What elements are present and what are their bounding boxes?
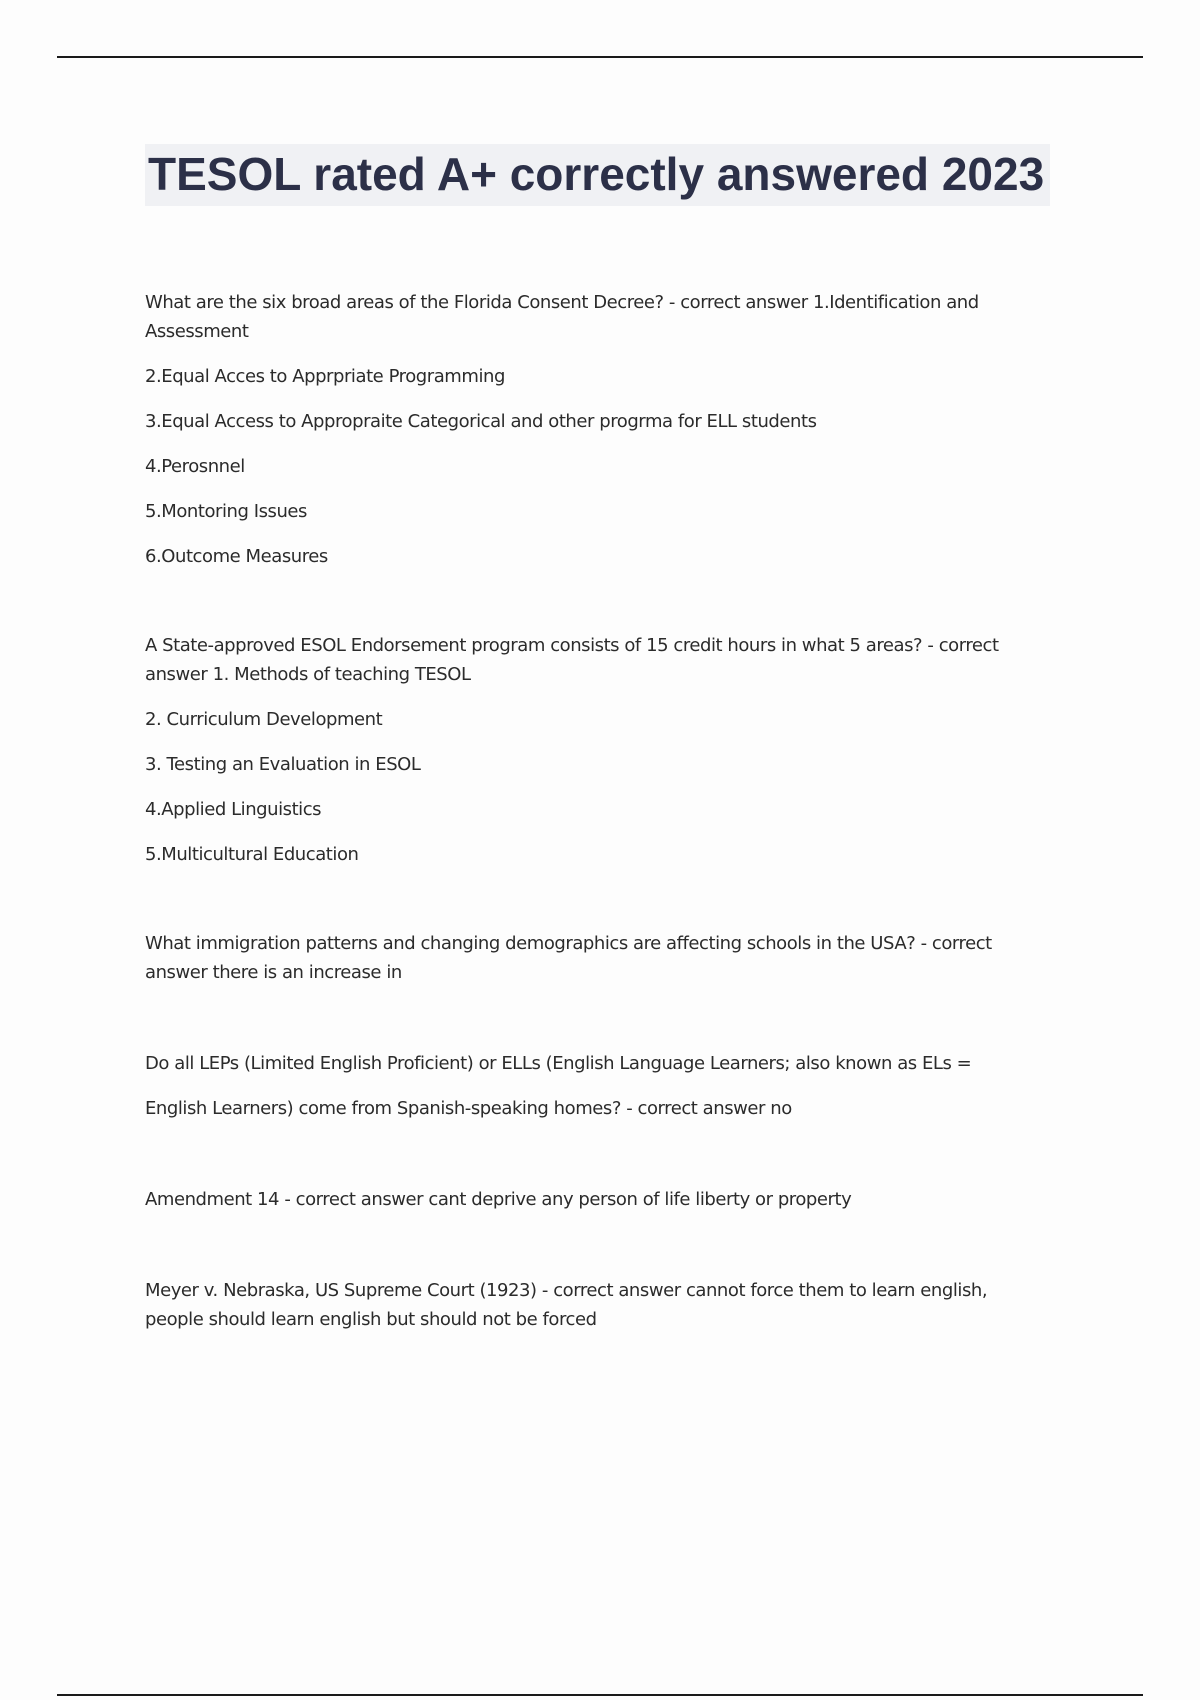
qa-block-immigration-patterns xyxy=(145,929,1050,987)
document-title: TESOL rated A+ correctly answered 2023 xyxy=(145,144,1050,206)
qa-answer-line: 5.Multicultural Education xyxy=(145,844,359,865)
qa-question: What are the six broad areas of the Florida Consent Decree? - correct answer 1.Identification and Assessment xyxy=(145,292,979,342)
qa-answer-line: 5.Montoring Issues xyxy=(145,501,307,522)
qa-block-florida-consent-decree xyxy=(145,288,1050,571)
footer-rule xyxy=(57,1694,1143,1696)
qa-answer-line: 4.Applied Linguistics xyxy=(145,799,322,820)
document-body xyxy=(145,288,1050,1334)
qa-question: Do all LEPs (Limited English Proficient) or ELLs (English Language Learners; also known as ELs = xyxy=(145,1053,972,1074)
qa-block-meyer-v-nebraska xyxy=(145,1276,1050,1334)
qa-answer-line: 2.Equal Acces to Apprpriate Programming xyxy=(145,366,505,387)
qa-answer-line: 4.Perosnnel xyxy=(145,456,245,477)
qa-answer-line: 6.Outcome Measures xyxy=(145,546,328,567)
header-rule xyxy=(57,56,1143,58)
qa-question: A State-approved ESOL Endorsement program consists of 15 credit hours in what 5 areas? - correct answer 1. Methods of teaching TESOL xyxy=(145,635,999,685)
qa-answer-line: 2. Curriculum Development xyxy=(145,709,383,730)
qa-block-lep-ell xyxy=(145,1049,1050,1123)
qa-block-esol-endorsement xyxy=(145,631,1050,869)
qa-answer-line: 3. Testing an Evaluation in ESOL xyxy=(145,754,421,775)
qa-question: Meyer v. Nebraska, US Supreme Court (1923) - correct answer cannot force them to learn english, people should learn english but should not be forced xyxy=(145,1280,988,1330)
qa-question: What immigration patterns and changing demographics are affecting schools in the USA? - correct answer there is an increase in xyxy=(145,933,992,983)
qa-question-continued: English Learners) come from Spanish-speaking homes? - correct answer no xyxy=(145,1098,792,1119)
qa-question: Amendment 14 - correct answer cant deprive any person of life liberty or property xyxy=(145,1189,852,1210)
qa-block-amendment-14 xyxy=(145,1185,1050,1214)
qa-answer-line: 3.Equal Access to Appropraite Categorical and other progrma for ELL students xyxy=(145,411,817,432)
